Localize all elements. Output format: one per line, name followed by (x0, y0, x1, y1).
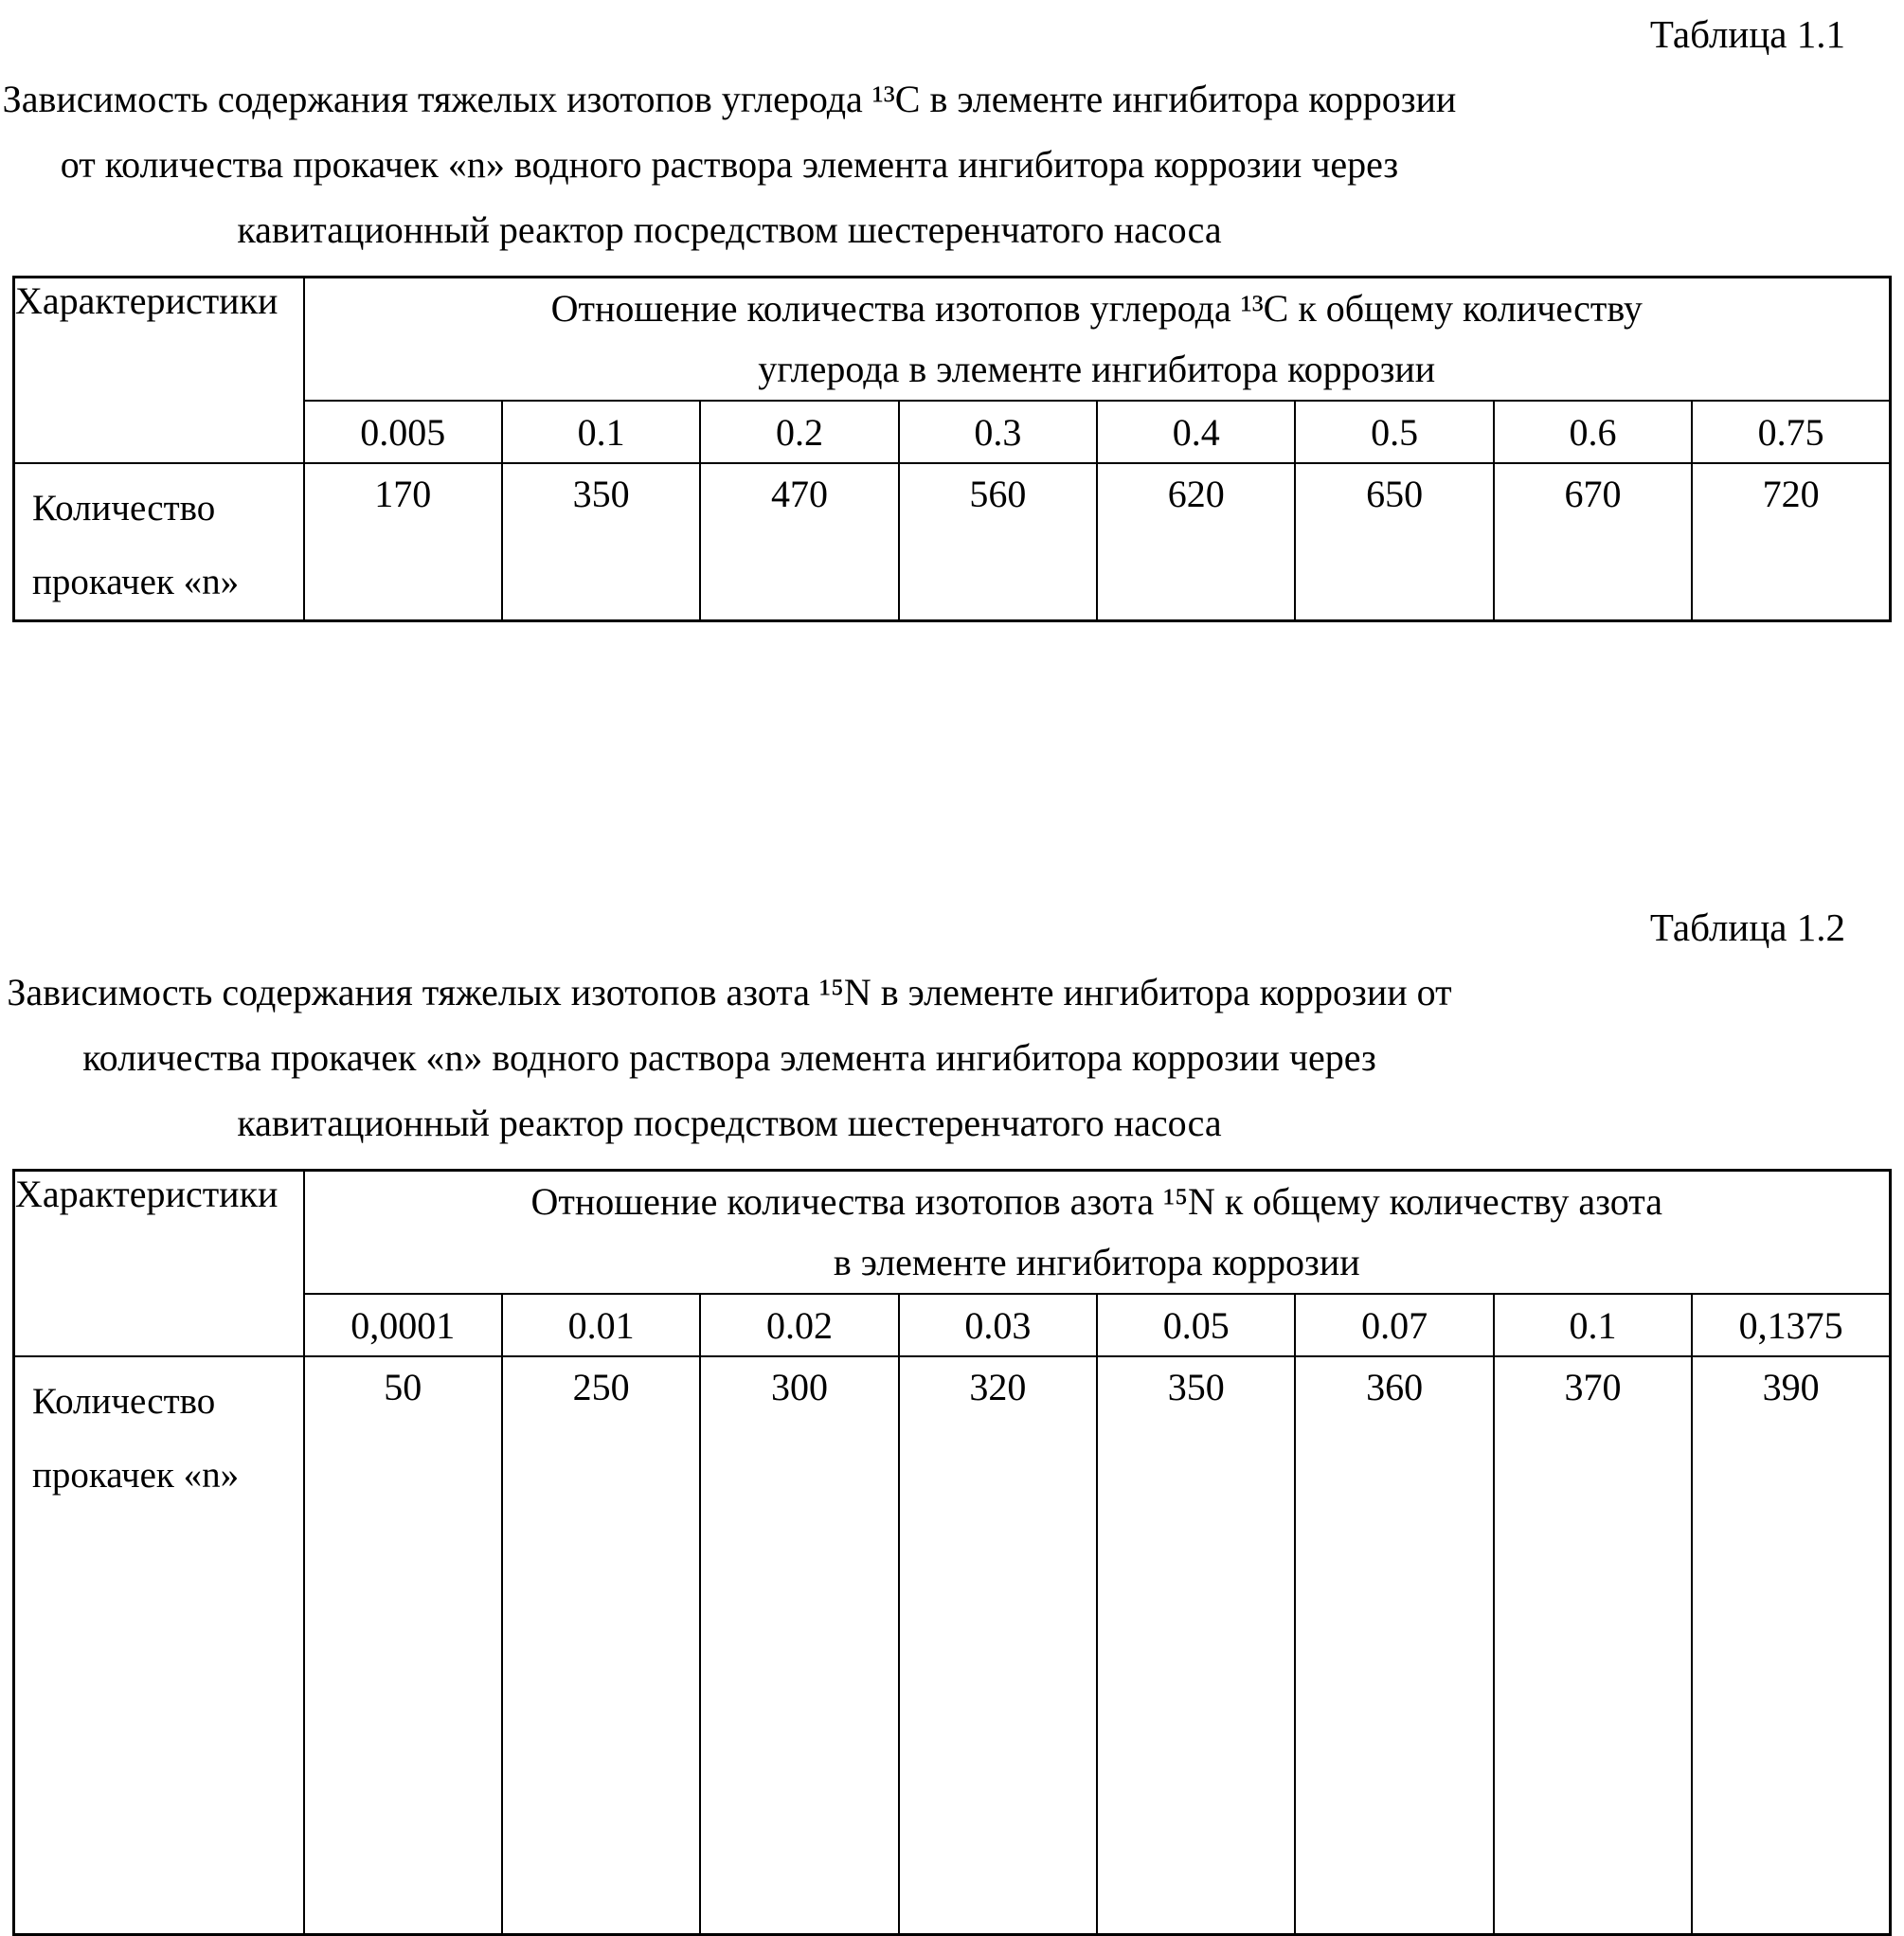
value-cell: 670 (1494, 463, 1692, 621)
table-1-1-values-row (14, 463, 1891, 621)
pump-count-label-line-1: Количество (32, 1381, 216, 1422)
rate-cell: 0,0001 (304, 1294, 502, 1356)
caption-line-2: количества прокачек «n» водного раствора элемента ингибитора коррозии через (82, 1036, 1376, 1079)
value-cell: 720 (1692, 463, 1890, 621)
value-cell: 360 (1295, 1356, 1493, 1934)
table-1-1-caption (0, 66, 1459, 262)
value-cell: 370 (1494, 1356, 1692, 1934)
value-cell: 560 (899, 463, 1097, 621)
pump-count-label-line-2: прокачек «n» (32, 562, 240, 602)
rate-cell: 0.01 (502, 1294, 700, 1356)
rate-cell: 0.75 (1692, 401, 1890, 463)
rate-cell: 0.05 (1097, 1294, 1295, 1356)
table-1-1 (12, 276, 1892, 622)
value-cell: 50 (304, 1356, 502, 1934)
rate-cell: 0.6 (1494, 401, 1692, 463)
caption-line-2: от количества прокачек «n» водного раствора элемента ингибитора коррозии через (60, 143, 1399, 186)
ratio-header-line-1: Отношение количества изотопов углерода ¹³C к общему количеству (550, 287, 1643, 330)
characteristics-header-cell: Характеристики (14, 1171, 304, 1357)
table-1-2-title: Таблица 1.2 (1649, 905, 1845, 949)
value-cell: 320 (899, 1356, 1097, 1934)
rate-cell: 0.2 (700, 401, 898, 463)
table-1-1-title: Таблица 1.1 (1649, 12, 1845, 56)
caption-line-1: Зависимость содержания тяжелых изотопов азота ¹⁵N в элементе ингибитора коррозии от (7, 971, 1452, 1013)
table-1-2 (12, 1169, 1892, 1936)
rate-cell: 0.03 (899, 1294, 1097, 1356)
rate-cell: 0.07 (1295, 1294, 1493, 1356)
value-cell: 350 (1097, 1356, 1295, 1934)
table-1-2-values-row (14, 1356, 1891, 1934)
table-1-2-header-row (14, 1171, 1891, 1295)
value-cell: 650 (1295, 463, 1493, 621)
rate-cell: 0.1 (502, 401, 700, 463)
document-page (0, 11, 1904, 1934)
rate-cell: 0.5 (1295, 401, 1493, 463)
rate-cell: 0.1 (1494, 1294, 1692, 1356)
rate-cell: 0.4 (1097, 401, 1295, 463)
ratio-header-line-1: Отношение количества изотопов азота ¹⁵N к общему количеству азота (530, 1180, 1662, 1223)
value-cell: 170 (304, 463, 502, 621)
ratio-group-header-cell (304, 278, 1891, 402)
table-1-1-header-row (14, 278, 1891, 402)
caption-line-3: кавитационный реактор посредством шестеренчатого насоса (237, 1102, 1222, 1144)
caption-line-1: Зависимость содержания тяжелых изотопов углерода ¹³C в элементе ингибитора коррозии (2, 78, 1457, 120)
value-cell: 350 (502, 463, 700, 621)
ratio-header-line-2: в элементе ингибитора коррозии (833, 1241, 1360, 1283)
rate-cell: 0.3 (899, 401, 1097, 463)
table-1-2-section (0, 905, 1904, 1936)
pump-count-label-line-1: Количество (32, 488, 216, 529)
value-cell: 390 (1692, 1356, 1890, 1934)
table-1-1-section (0, 11, 1904, 622)
rate-cell: 0.005 (304, 401, 502, 463)
characteristics-header-cell: Характеристики (14, 278, 304, 464)
value-cell: 470 (700, 463, 898, 621)
caption-line-3: кавитационный реактор посредством шестеренчатого насоса (237, 208, 1222, 251)
ratio-group-header-cell (304, 1171, 1891, 1295)
ratio-header-line-2: углерода в элементе ингибитора коррозии (758, 348, 1436, 390)
value-cell: 250 (502, 1356, 700, 1934)
pump-count-label-cell (14, 463, 304, 621)
table-1-2-caption (0, 959, 1459, 1156)
pump-count-label-line-2: прокачек «n» (32, 1455, 240, 1496)
rate-cell: 0.02 (700, 1294, 898, 1356)
value-cell: 300 (700, 1356, 898, 1934)
value-cell: 620 (1097, 463, 1295, 621)
rate-cell: 0,1375 (1692, 1294, 1890, 1356)
pump-count-label-cell (14, 1356, 304, 1934)
